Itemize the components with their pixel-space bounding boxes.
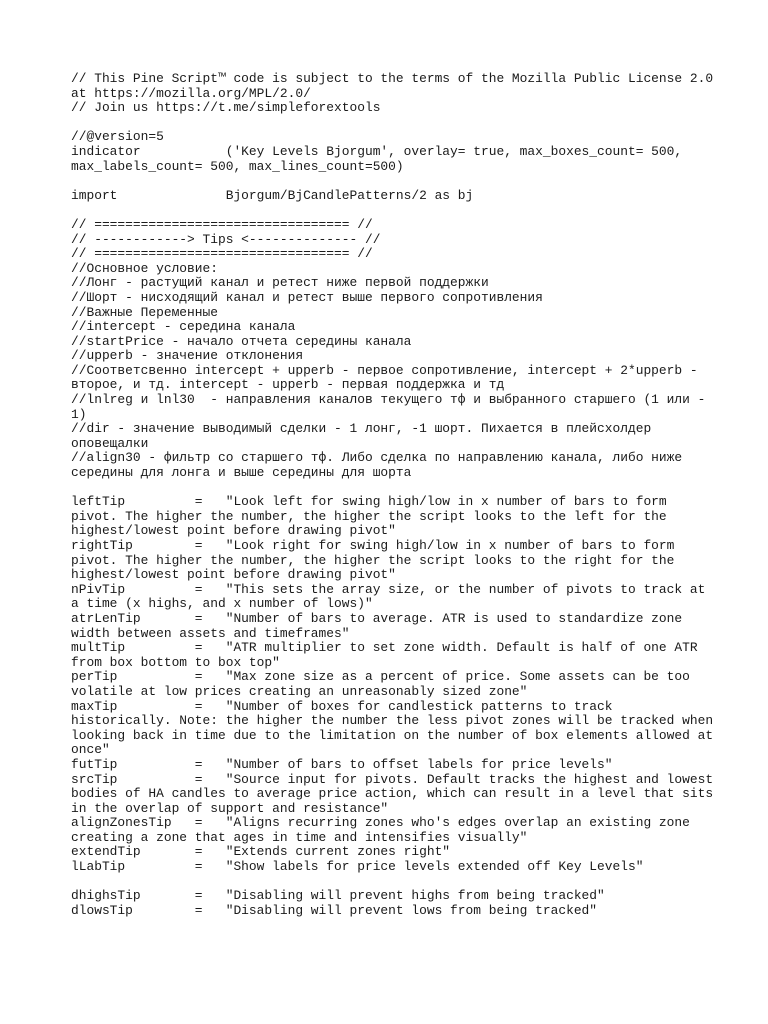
code-line bbox=[71, 481, 711, 496]
code-line: //startPrice - начало отчета середины канала bbox=[71, 333, 412, 349]
code-line: //lnlreg и lnl30 - направления каналов текущего тф и выбранного старшего (1 или - bbox=[71, 392, 706, 408]
code-line: perTip = "Max zone size as a percent of price. Some assets can be too bbox=[71, 669, 690, 685]
code-line: оповещалки bbox=[71, 435, 149, 451]
code-line: alignZonesTip = "Aligns recurring zones who's edges overlap an existing zone bbox=[71, 815, 690, 831]
code-line: середины для лонга и выше середины для шорта bbox=[71, 465, 412, 481]
code-line: extendTip = "Extends current zones right" bbox=[71, 844, 451, 860]
code-line: once" bbox=[71, 742, 110, 758]
code-line: maxTip = "Number of boxes for candlestick patterns to track bbox=[71, 698, 613, 714]
code-line: pivot. The higher the number, the higher the script looks to the right for the bbox=[71, 552, 675, 568]
code-line: multTip = "ATR multiplier to set zone width. Default is half of one ATR bbox=[71, 640, 698, 656]
code-listing bbox=[71, 71, 714, 918]
code-line: highest/lowest point before drawing pivot" bbox=[71, 523, 396, 539]
code-line: looking back in time due to the limitation on the number of box elements allowed at bbox=[71, 727, 714, 743]
code-line bbox=[71, 203, 711, 218]
code-line: pivot. The higher the number, the higher the script looks to the left for the bbox=[71, 508, 667, 524]
code-line: //Основное условие: bbox=[71, 260, 218, 276]
code-line: atrLenTip = "Number of bars to average. ATR is used to standardize zone bbox=[71, 610, 683, 626]
code-line: //Соответсвенно intercept + upperb - первое сопротивление, intercept + 2*upperb - bbox=[71, 362, 698, 378]
code-line: //@version=5 bbox=[71, 129, 164, 145]
code-line: // ================================= // bbox=[71, 246, 373, 262]
code-line: highest/lowest point before drawing pivot" bbox=[71, 567, 396, 583]
code-line: width between assets and timeframes" bbox=[71, 625, 350, 641]
code-line: //dir - значение выводимый сделки - 1 лонг, -1 шорт. Пихается в плейсхолдер bbox=[71, 421, 652, 437]
code-line bbox=[71, 174, 711, 189]
code-line: at https://mozilla.org/MPL/2.0/ bbox=[71, 85, 311, 101]
code-line: // This Pine Script™ code is subject to the terms of the Mozilla Public License 2.0 bbox=[71, 71, 714, 86]
code-line: historically. Note: the higher the number the less pivot zones will be tracked when bbox=[71, 713, 714, 729]
code-line: //align30 - фильтр со старшего тф. Либо сделка по направлению канала, либо ниже bbox=[71, 450, 683, 466]
code-line: leftTip = "Look left for swing high/low in x number of bars to form bbox=[71, 494, 667, 510]
code-line: srcTip = "Source input for pivots. Default tracks the highest and lowest bbox=[71, 771, 714, 787]
code-line: //Шорт - нисходящий канал и ретест выше первого сопротивления bbox=[71, 289, 543, 305]
code-line: rightTip = "Look right for swing high/low in x number of bars to form bbox=[71, 538, 675, 553]
code-line bbox=[71, 875, 711, 890]
code-line: creating a zone that ages in time and intensifies visually" bbox=[71, 829, 528, 845]
code-line: from box bottom to box top" bbox=[71, 654, 280, 670]
code-line: bodies of HA candles to average price action, which can result in a level that sits bbox=[71, 786, 714, 802]
code-line: // ================================= // bbox=[71, 216, 373, 232]
code-line: futTip = "Number of bars to offset labels for price levels" bbox=[71, 756, 613, 772]
code-line: dlowsTip = "Disabling will prevent lows from being tracked" bbox=[71, 902, 598, 918]
code-line bbox=[71, 116, 711, 131]
code-line: //intercept - середина канала bbox=[71, 319, 296, 335]
code-line: in the overlap of support and resistance" bbox=[71, 800, 389, 816]
code-line: dhighsTip = "Disabling will prevent highs from being tracked" bbox=[71, 888, 605, 904]
code-line: volatile at low prices creating an unreasonably sized zone" bbox=[71, 683, 528, 699]
code-line: //Важные Переменные bbox=[71, 304, 218, 320]
code-line: // ------------> Tips <-------------- // bbox=[71, 231, 381, 247]
code-line: lLabTip = "Show labels for price levels extended off Key Levels" bbox=[71, 859, 644, 875]
code-line: //upperb - значение отклонения bbox=[71, 348, 304, 364]
code-line: indicator ('Key Levels Bjorgum', overlay= true, max_boxes_count= 500, bbox=[71, 143, 683, 159]
code-line: import Bjorgum/BjCandlePatterns/2 as bj bbox=[71, 187, 474, 203]
code-line: max_labels_count= 500, max_lines_count=500) bbox=[71, 158, 404, 174]
code-line: a time (x highs, and x number of lows)" bbox=[71, 596, 373, 612]
code-line: //Лонг - растущий канал и ретест ниже первой поддержки bbox=[71, 275, 489, 291]
code-line: 1) bbox=[71, 406, 87, 422]
code-line: второе, и тд. intercept - upperb - первая поддержка и тд bbox=[71, 377, 505, 393]
code-line: nPivTip = "This sets the array size, or the number of pivots to track at bbox=[71, 581, 706, 597]
code-line: // Join us https://t.me/simpleforextools bbox=[71, 100, 381, 116]
